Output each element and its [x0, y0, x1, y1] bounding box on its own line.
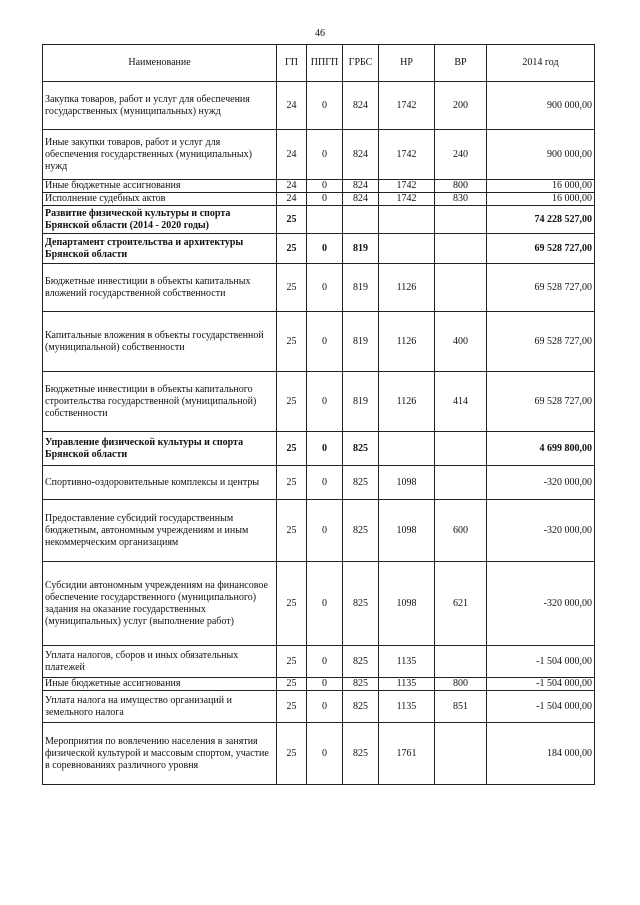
cell-grbs: 819 [343, 234, 379, 264]
header-vr: ВР [435, 45, 487, 82]
cell-ppgp: 0 [307, 646, 343, 678]
cell-grbs: 825 [343, 723, 379, 785]
header-year: 2014 год [487, 45, 595, 82]
table-row [43, 193, 595, 206]
cell-grbs: 825 [343, 432, 379, 466]
budget-table [42, 44, 595, 785]
cell-ppgp: 0 [307, 180, 343, 193]
header-grbs: ГРБС [343, 45, 379, 82]
cell-vr [435, 466, 487, 500]
cell-gp: 24 [277, 82, 307, 130]
cell-nr: 1126 [379, 372, 435, 432]
cell-grbs: 825 [343, 691, 379, 723]
cell-name: Уплата налога на имущество организаций и земельного налога [43, 691, 277, 723]
table-row [43, 130, 595, 180]
cell-gp: 25 [277, 646, 307, 678]
cell-amount: -1 504 000,00 [487, 678, 595, 691]
table-row [43, 691, 595, 723]
table-row [43, 372, 595, 432]
cell-ppgp: 0 [307, 82, 343, 130]
cell-grbs: 819 [343, 264, 379, 312]
cell-ppgp: 0 [307, 723, 343, 785]
cell-gp: 25 [277, 562, 307, 646]
cell-amount: 69 528 727,00 [487, 312, 595, 372]
header-nr: НР [379, 45, 435, 82]
cell-ppgp: 0 [307, 264, 343, 312]
cell-amount: -320 000,00 [487, 466, 595, 500]
cell-name: Закупка товаров, работ и услуг для обеспечения государственных (муниципальных) нужд [43, 82, 277, 130]
cell-grbs: 824 [343, 82, 379, 130]
table-row [43, 562, 595, 646]
cell-grbs: 819 [343, 312, 379, 372]
cell-vr [435, 264, 487, 312]
cell-nr: 1742 [379, 193, 435, 206]
cell-amount: -320 000,00 [487, 562, 595, 646]
cell-vr [435, 646, 487, 678]
cell-grbs: 825 [343, 646, 379, 678]
header-name: Наименование [43, 45, 277, 82]
cell-ppgp: 0 [307, 234, 343, 264]
cell-vr [435, 723, 487, 785]
header-ppgp: ППГП [307, 45, 343, 82]
cell-grbs: 825 [343, 466, 379, 500]
cell-gp: 25 [277, 500, 307, 562]
cell-grbs: 825 [343, 678, 379, 691]
cell-vr: 200 [435, 82, 487, 130]
cell-amount: 16 000,00 [487, 193, 595, 206]
cell-gp: 25 [277, 264, 307, 312]
cell-nr: 1742 [379, 82, 435, 130]
cell-ppgp: 0 [307, 691, 343, 723]
cell-gp: 25 [277, 723, 307, 785]
cell-name: Исполнение судебных актов [43, 193, 277, 206]
cell-vr: 414 [435, 372, 487, 432]
table-row [43, 678, 595, 691]
cell-name: Предоставление субсидий государственным бюджетным, автономным учреждениям и иным некоммерческим организациям [43, 500, 277, 562]
cell-vr [435, 206, 487, 234]
cell-ppgp: 0 [307, 466, 343, 500]
cell-grbs: 819 [343, 372, 379, 432]
cell-gp: 24 [277, 180, 307, 193]
cell-ppgp: 0 [307, 312, 343, 372]
table-row [43, 466, 595, 500]
page-number: 46 [315, 28, 325, 39]
table-row [43, 646, 595, 678]
table-row [43, 206, 595, 234]
header-gp: ГП [277, 45, 307, 82]
table-row [43, 723, 595, 785]
cell-nr: 1135 [379, 691, 435, 723]
cell-name: Иные бюджетные ассигнования [43, 678, 277, 691]
cell-name: Бюджетные инвестиции в объекты капитальных вложений государственной собственности [43, 264, 277, 312]
cell-vr: 800 [435, 678, 487, 691]
cell-amount: 69 528 727,00 [487, 372, 595, 432]
cell-vr: 851 [435, 691, 487, 723]
cell-ppgp: 0 [307, 432, 343, 466]
cell-gp: 25 [277, 466, 307, 500]
cell-nr: 1098 [379, 562, 435, 646]
cell-name: Управление физической культуры и спорта Брянской области [43, 432, 277, 466]
cell-amount: 69 528 727,00 [487, 234, 595, 264]
cell-grbs: 825 [343, 500, 379, 562]
table-row [43, 500, 595, 562]
cell-name: Иные закупки товаров, работ и услуг для обеспечения государственных (муниципальных) нужд [43, 130, 277, 180]
cell-nr: 1098 [379, 500, 435, 562]
cell-nr: 1742 [379, 130, 435, 180]
cell-ppgp: 0 [307, 193, 343, 206]
cell-ppgp: 0 [307, 678, 343, 691]
cell-amount: 184 000,00 [487, 723, 595, 785]
cell-gp: 24 [277, 193, 307, 206]
cell-amount: 900 000,00 [487, 82, 595, 130]
cell-amount: 69 528 727,00 [487, 264, 595, 312]
cell-nr [379, 206, 435, 234]
cell-amount: -320 000,00 [487, 500, 595, 562]
cell-nr [379, 432, 435, 466]
table-header-row [43, 45, 595, 82]
cell-ppgp: 0 [307, 500, 343, 562]
cell-vr: 800 [435, 180, 487, 193]
cell-nr: 1126 [379, 264, 435, 312]
table-row [43, 180, 595, 193]
cell-name: Департамент строительства и архитектуры Брянской области [43, 234, 277, 264]
cell-ppgp: 0 [307, 372, 343, 432]
cell-name: Мероприятия по вовлечению населения в занятия физической культурой и массовым спортом, участие в соревнованиях различного уровня [43, 723, 277, 785]
cell-amount: 900 000,00 [487, 130, 595, 180]
cell-nr: 1742 [379, 180, 435, 193]
table-row [43, 432, 595, 466]
cell-name: Спортивно-оздоровительные комплексы и центры [43, 466, 277, 500]
table-row [43, 312, 595, 372]
cell-nr: 1761 [379, 723, 435, 785]
table-row [43, 234, 595, 264]
cell-name: Уплата налогов, сборов и иных обязательных платежей [43, 646, 277, 678]
cell-nr: 1098 [379, 466, 435, 500]
table-row [43, 264, 595, 312]
cell-ppgp [307, 206, 343, 234]
cell-amount: 4 699 800,00 [487, 432, 595, 466]
cell-nr: 1126 [379, 312, 435, 372]
cell-gp: 25 [277, 372, 307, 432]
cell-ppgp: 0 [307, 130, 343, 180]
cell-vr: 400 [435, 312, 487, 372]
cell-gp: 24 [277, 130, 307, 180]
cell-vr: 600 [435, 500, 487, 562]
cell-nr [379, 234, 435, 264]
cell-amount: 16 000,00 [487, 180, 595, 193]
cell-ppgp: 0 [307, 562, 343, 646]
cell-gp: 25 [277, 312, 307, 372]
cell-grbs: 824 [343, 130, 379, 180]
cell-amount: -1 504 000,00 [487, 646, 595, 678]
cell-name: Субсидии автономным учреждениям на финансовое обеспечение государственного (муниципального) задания на оказание государственных (муниципальных) услуг (выполнение работ) [43, 562, 277, 646]
cell-name: Иные бюджетные ассигнования [43, 180, 277, 193]
cell-name: Развитие физической культуры и спорта Брянской области (2014 - 2020 годы) [43, 206, 277, 234]
cell-vr: 240 [435, 130, 487, 180]
cell-gp: 25 [277, 691, 307, 723]
cell-name: Капитальные вложения в объекты государственной (муниципальной) собственности [43, 312, 277, 372]
cell-amount: 74 228 527,00 [487, 206, 595, 234]
cell-gp: 25 [277, 234, 307, 264]
cell-grbs: 824 [343, 193, 379, 206]
cell-grbs [343, 206, 379, 234]
cell-gp: 25 [277, 432, 307, 466]
cell-vr [435, 234, 487, 264]
cell-name: Бюджетные инвестиции в объекты капитального строительства государственной (муниципальной) собственности [43, 372, 277, 432]
cell-vr: 621 [435, 562, 487, 646]
cell-gp: 25 [277, 206, 307, 234]
table-row [43, 82, 595, 130]
cell-grbs: 825 [343, 562, 379, 646]
cell-grbs: 824 [343, 180, 379, 193]
cell-amount: -1 504 000,00 [487, 691, 595, 723]
cell-vr [435, 432, 487, 466]
cell-vr: 830 [435, 193, 487, 206]
cell-nr: 1135 [379, 678, 435, 691]
cell-nr: 1135 [379, 646, 435, 678]
cell-gp: 25 [277, 678, 307, 691]
